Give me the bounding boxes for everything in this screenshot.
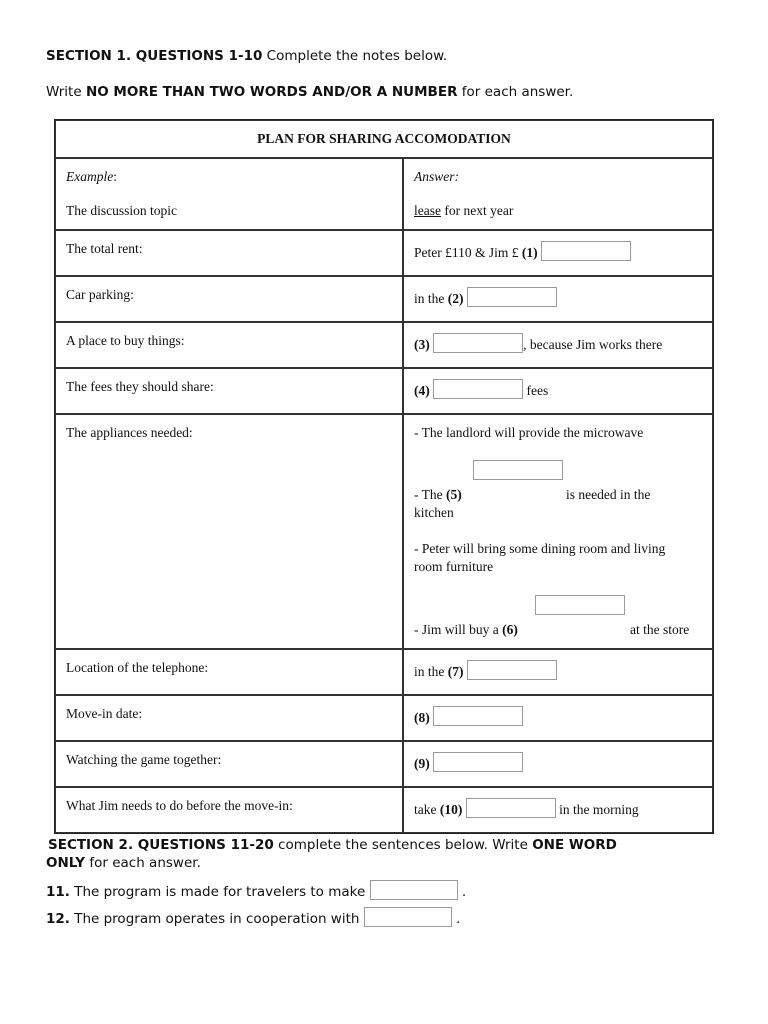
row-label-shopping: A place to buy things: [66,333,185,348]
row-label-before-move: What Jim needs to do before the move-in: [66,798,293,813]
q5-answer-input[interactable] [473,460,563,480]
q1-number: (1) [521,245,538,260]
row-label-parking: Car parking: [66,287,134,302]
section1-heading [46,48,447,64]
row-label-fees: The fees they should share: [66,379,214,394]
q1-prefix: Peter £110 & Jim £ [414,245,522,260]
q3-suffix: , because Jim works there [523,337,663,352]
section2-heading [48,837,617,853]
question-11 [46,880,466,900]
q6-suffix: at the store [630,622,690,637]
example-topic: The discussion topic [66,203,177,218]
q8-answer-input[interactable] [433,706,523,726]
example-right-cell: Answer: lease for next year [403,158,713,230]
section1-label: SECTION 1. QUESTIONS 1-10 [46,48,263,64]
example-answer: lease [414,203,441,218]
q10-suffix: in the morning [555,802,639,817]
q11-number: 11. [46,884,70,900]
q11-answer-input[interactable] [370,880,458,900]
q3-answer-input[interactable] [433,333,523,353]
table-row [55,695,713,741]
appliance-peter-line1: - Peter will bring some dining room and living [414,541,666,556]
section2-instruction: complete the sentences below. Write [273,837,533,853]
row-label-telephone: Location of the telephone: [66,660,209,675]
table-row [55,322,713,368]
accommodation-plan-table [54,119,714,834]
q8-number: (8) [414,710,430,725]
q4-suffix: fees [523,383,549,398]
section2-instruction-end: for each answer. [85,855,201,871]
row-label-rent: The total rent: [66,241,143,256]
q2-prefix: in the [414,291,448,306]
row-label-game: Watching the game together: [66,752,222,767]
word-limit-instruction [46,84,573,100]
appliance-peter-line2: room furniture [414,559,494,574]
example-left-cell: Example: The discussion topic [55,158,403,230]
write-suffix: for each answer. [457,84,574,100]
q6-answer-input[interactable] [535,595,625,615]
example-label: Example [66,169,114,184]
appliances-cell [403,414,713,649]
q4-answer-input[interactable] [433,379,523,399]
q5-continuation: kitchen [414,505,454,520]
table-row [55,368,713,414]
appliances-row [55,414,713,649]
q9-number: (9) [414,756,430,771]
q10-prefix: take [414,802,440,817]
section2-label: SECTION 2. QUESTIONS 11-20 [48,837,274,853]
row-label-move-in: Move-in date: [66,706,143,721]
table-row [55,787,713,833]
q11-text: The program is made for travelers to make [69,884,366,900]
word-limit-bold: NO MORE THAN TWO WORDS AND/OR A NUMBER [85,84,458,100]
q7-answer-input[interactable] [467,660,557,680]
q2-answer-input[interactable] [467,287,557,307]
table-row [55,649,713,695]
write-prefix: Write [46,84,86,100]
q11-period: . [461,884,467,900]
row-label-appliances: The appliances needed: [66,425,193,440]
section2-only: ONLY [46,855,86,871]
q12-period: . [456,911,461,927]
q2-number: (2) [447,291,464,306]
table-title: PLAN FOR SHARING ACCOMODATION [55,120,713,158]
section2-word-limit: ONE WORD [532,837,617,853]
q6-number: (6) [502,622,518,637]
table-row [55,741,713,787]
q7-number: (7) [447,664,464,679]
q10-number: (10) [439,802,463,817]
q12-answer-input[interactable] [364,907,452,927]
appliance-q5-line [414,487,462,503]
q10-answer-input[interactable] [466,798,556,818]
q5-suffix: is needed in the [566,487,651,502]
q12-text: The program operates in cooperation with [69,911,360,927]
q12-number: 12. [46,911,70,927]
question-12 [46,907,460,927]
appliance-microwave-note: - The landlord will provide the microwave [414,425,644,440]
table-row [55,276,713,322]
answer-label: Answer [414,169,455,184]
q3-number: (3) [414,337,430,352]
q5-number: (5) [446,487,462,502]
q7-prefix: in the [414,664,448,679]
section1-instruction: Complete the notes below. [262,48,448,64]
example-row [55,158,713,230]
table-row [55,230,713,276]
q6-prefix: - Jim will buy a [414,622,503,637]
example-answer-rest: for next year [440,203,514,218]
q4-number: (4) [414,383,430,398]
q1-answer-input[interactable] [541,241,631,261]
q9-answer-input[interactable] [433,752,523,772]
appliance-q6-line [414,622,518,638]
q5-prefix: - The [414,487,446,502]
section2-heading-cont [46,855,201,871]
